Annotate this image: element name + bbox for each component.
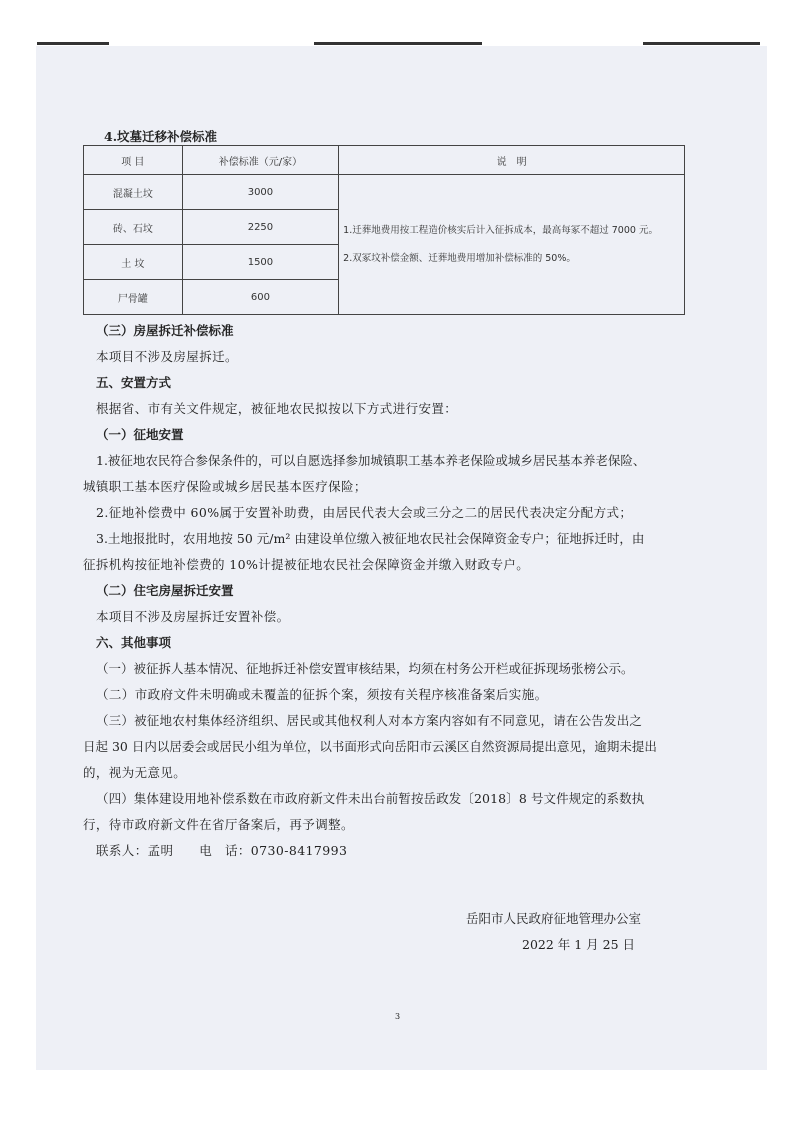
table-cell-standard: 1500 bbox=[182, 245, 338, 280]
table-cell-note bbox=[339, 175, 685, 315]
paragraph-other-3-cont: 日起 30 日内以居委会或居民小组为单位，以书面形式向岳阳市云溪区自然资源局提出意见，逾期未提出 bbox=[83, 739, 657, 754]
paragraph-house-demolition: 本项目不涉及房屋拆迁。 bbox=[96, 349, 238, 364]
table-header-row bbox=[84, 146, 685, 175]
section-title-land-resettlement: （一）征地安置 bbox=[96, 427, 184, 442]
paragraph-other-4-cont: 行，待市政府新文件在省厅备案后，再予调整。 bbox=[83, 817, 354, 832]
contact-line: 联系人：孟明 电 话：0730-8417993 bbox=[96, 843, 348, 858]
signer-name: 岳阳市人民政府征地管理办公室 bbox=[466, 911, 642, 926]
note-line-2: 2.双冢坟补偿金额、迁葬地费用增加补偿标准的 50%。 bbox=[343, 252, 576, 264]
page-number: 3 bbox=[395, 1012, 401, 1021]
section-title-housing-resettlement: （二）住宅房屋拆迁安置 bbox=[96, 583, 234, 598]
table-cell-item: 土 坟 bbox=[84, 245, 183, 280]
section-title-grave-relocation: 4.坟墓迁移补偿标准 bbox=[104, 129, 218, 144]
paragraph-other-1: （一）被征拆人基本情况、征地拆迁补偿安置审核结果，均须在村务公开栏或征拆现场张榜公示。 bbox=[96, 661, 634, 676]
paragraph-item-3-cont: 征拆机构按征地补偿费的 10%计提被征地农民社会保障资金并缴入财政专户。 bbox=[83, 557, 530, 572]
section-title-other-matters: 六、其他事项 bbox=[96, 635, 172, 650]
table-cell-item: 砖、石坟 bbox=[84, 210, 183, 245]
paragraph-resettlement-intro: 根据省、市有关文件规定，被征地农民拟按以下方式进行安置： bbox=[96, 401, 458, 416]
note-line-1: 1.迁葬地费用按工程造价核实后计入征拆成本，最高每冢不超过 7000 元。 bbox=[343, 224, 658, 236]
paragraph-other-3: （三）被征地农村集体经济组织、居民或其他权利人对本方案内容如有不同意见，请在公告发出之 bbox=[96, 713, 643, 728]
section-title-house-demolition: （三）房屋拆迁补偿标准 bbox=[96, 323, 234, 338]
paragraph-housing-resettlement: 本项目不涉及房屋拆迁安置补偿。 bbox=[96, 609, 290, 624]
section-title-resettlement: 五、安置方式 bbox=[96, 375, 172, 390]
table-header-note: 说 明 bbox=[339, 146, 685, 175]
table-row bbox=[84, 175, 685, 210]
table-cell-standard: 3000 bbox=[182, 175, 338, 210]
table-cell-item: 尸骨罐 bbox=[84, 280, 183, 315]
paragraph-item-1-cont: 城镇职工基本医疗保险或城乡居民基本医疗保险； bbox=[83, 479, 367, 494]
document-date: 2022 年 1 月 25 日 bbox=[522, 937, 636, 952]
table-cell-standard: 2250 bbox=[182, 210, 338, 245]
table-header-item: 项 目 bbox=[84, 146, 183, 175]
paragraph-other-2: （二）市政府文件未明确或未覆盖的征拆个案，须按有关程序核准备案后实施。 bbox=[96, 687, 548, 702]
paragraph-other-4: （四）集体建设用地补偿系数在市政府新文件未出台前暂按岳政发〔2018〕8 号文件规定的系数执 bbox=[96, 791, 645, 806]
paragraph-item-1: 1.被征地农民符合参保条件的，可以自愿选择参加城镇职工基本养老保险或城乡居民基本养老保险、 bbox=[96, 453, 646, 468]
paragraph-item-2: 2.征地补偿费中 60%属于安置补助费，由居民代表大会或三分之二的居民代表决定分配方式； bbox=[96, 505, 633, 520]
paragraph-item-3: 3.土地报批时，农用地按 50 元/m² 由建设单位缴入被征地农民社会保障资金专户；征地拆迁时，由 bbox=[96, 531, 645, 546]
table-cell-standard: 600 bbox=[182, 280, 338, 315]
grave-compensation-table bbox=[83, 145, 685, 315]
table-header-standard: 补偿标准（元/家） bbox=[182, 146, 338, 175]
table-cell-item: 混凝土坟 bbox=[84, 175, 183, 210]
paragraph-other-3-end: 的，视为无意见。 bbox=[83, 765, 187, 780]
